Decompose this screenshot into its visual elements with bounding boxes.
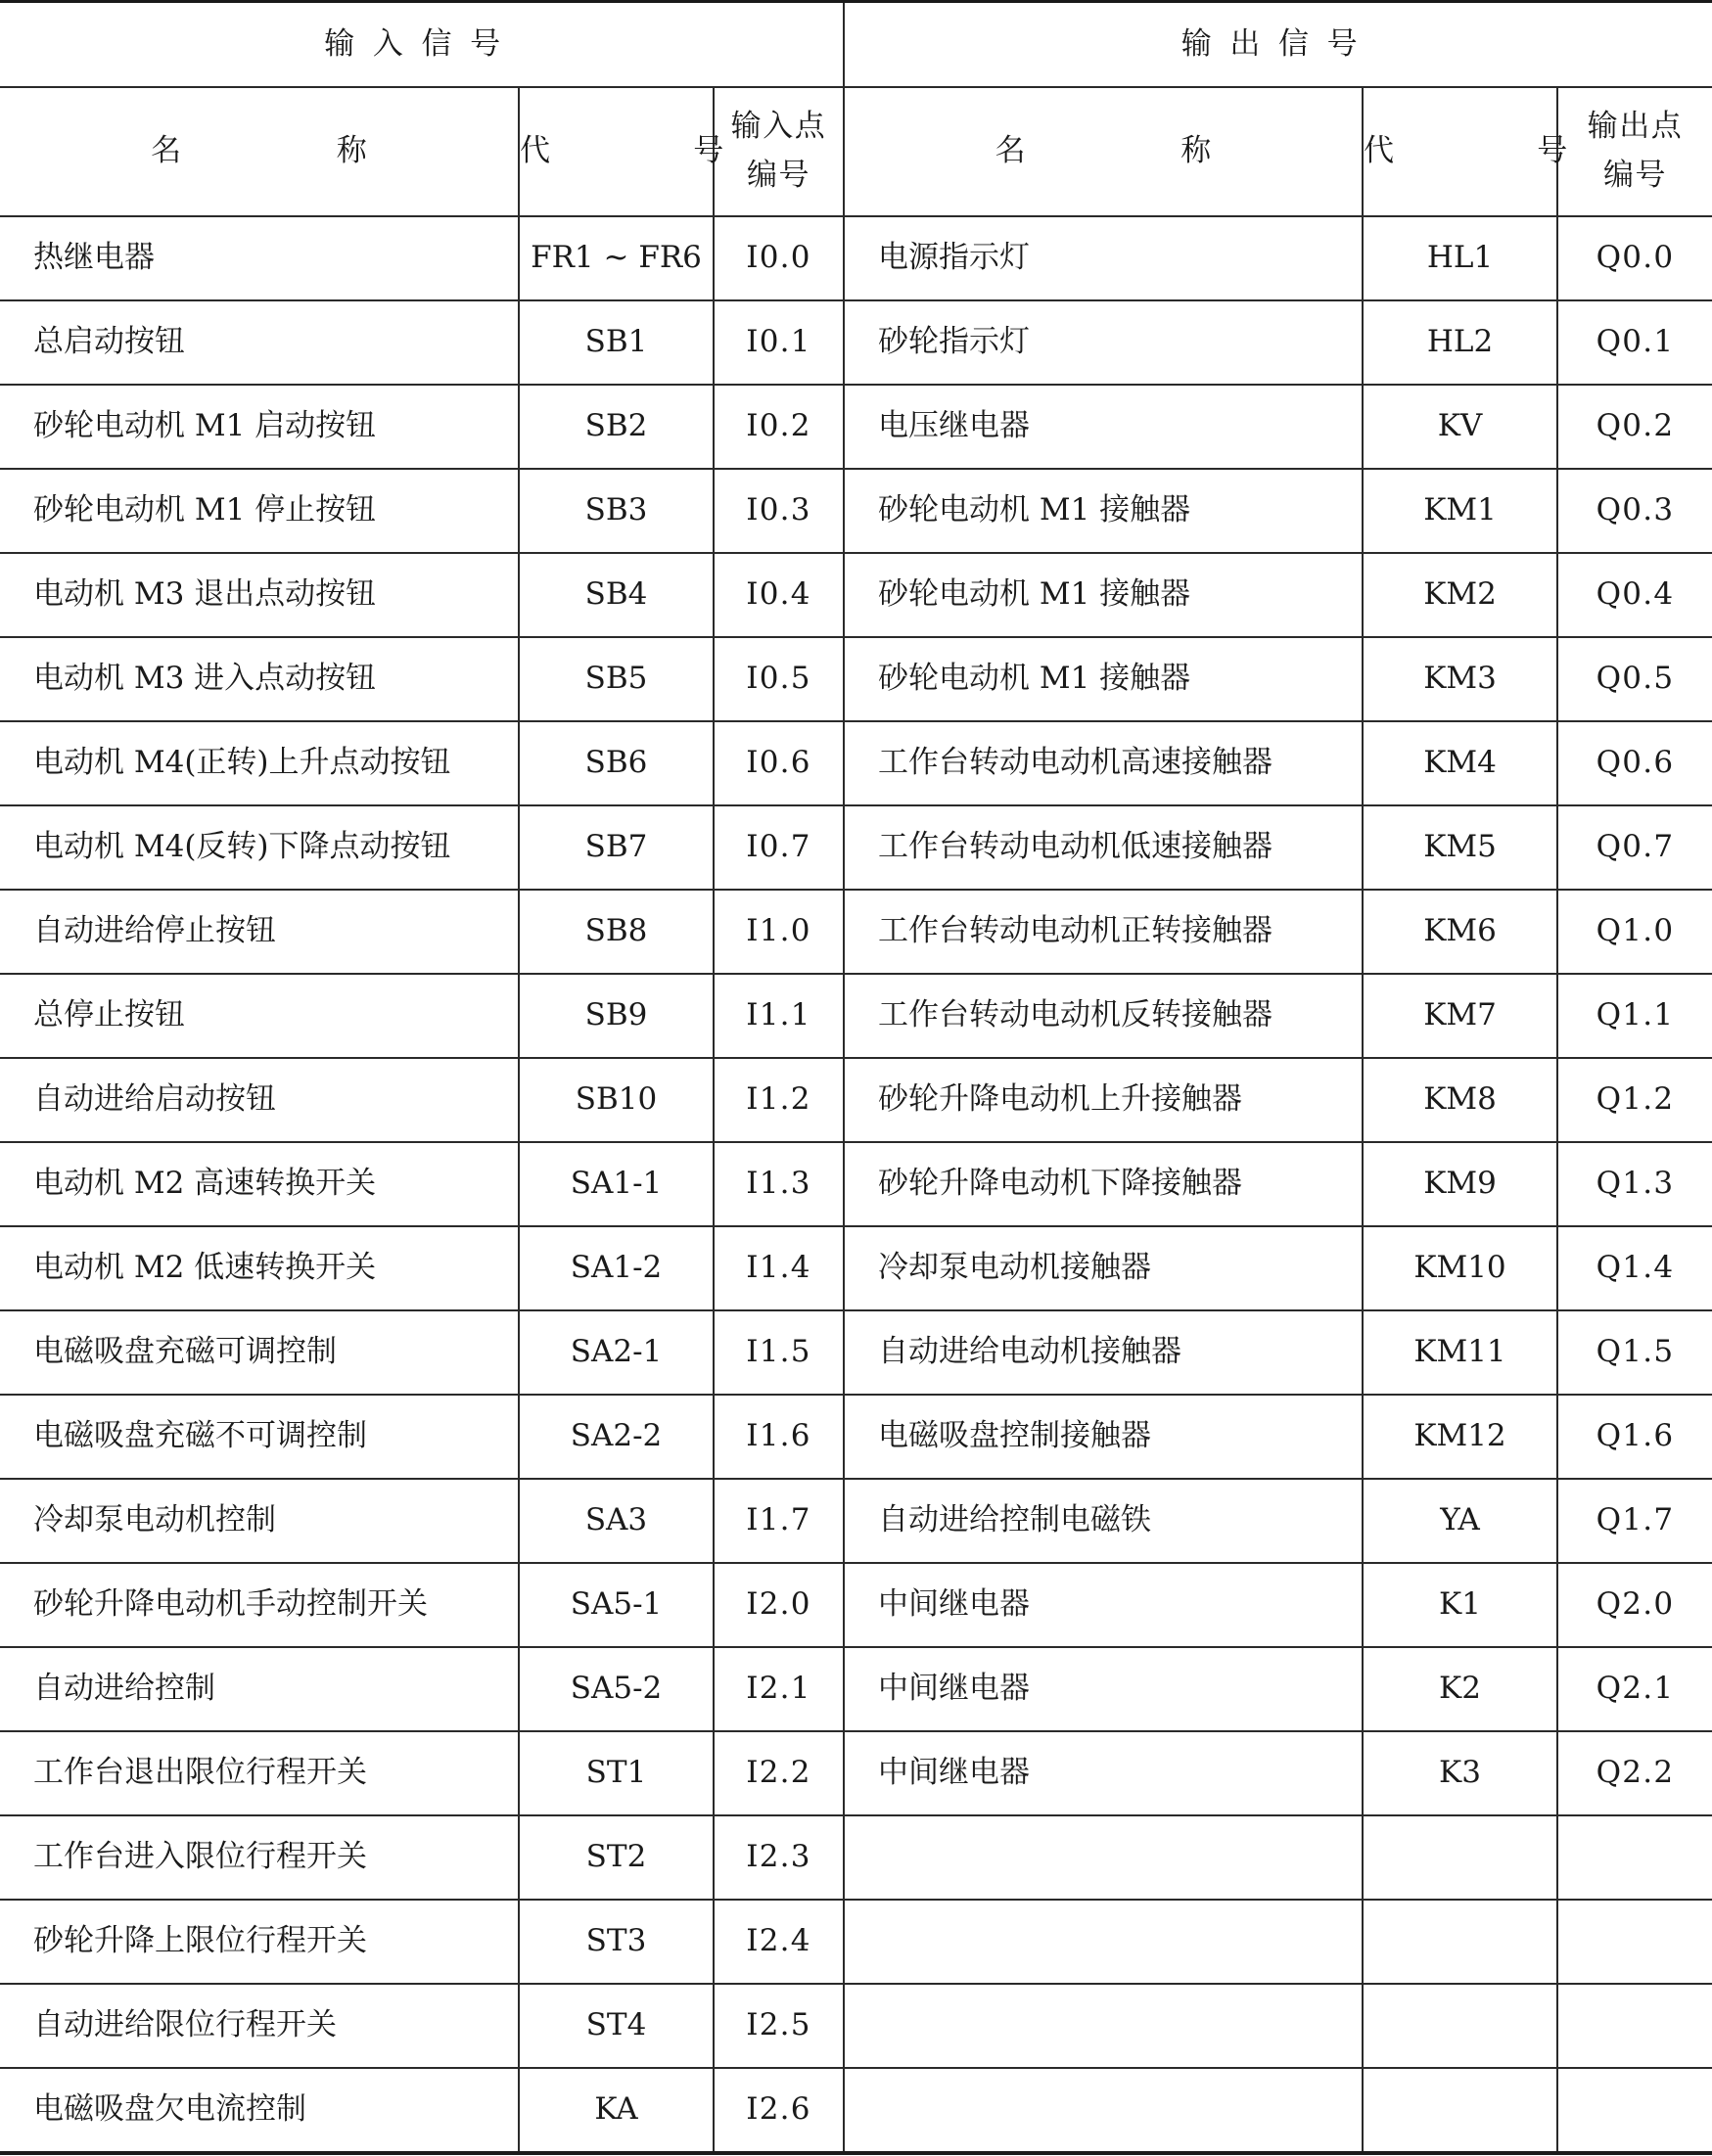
output-name-cell: 工作台转动电动机低速接触器 xyxy=(844,805,1363,890)
input-code-cell: FR1 ~ FR6 xyxy=(519,216,714,300)
output-code-cell: KM4 xyxy=(1363,721,1557,805)
input-name-cell: 自动进给限位行程开关 xyxy=(0,1984,519,2068)
input-address-cell: I2.5 xyxy=(714,1984,844,2068)
input-code-cell: ST4 xyxy=(519,1984,714,2068)
output-name-cell: 中间继电器 xyxy=(844,1731,1363,1815)
input-code-cell: SB10 xyxy=(519,1058,714,1142)
input-address-cell: I0.5 xyxy=(714,637,844,721)
input-address-cell: I2.6 xyxy=(714,2068,844,2153)
output-code-cell: KM11 xyxy=(1363,1310,1557,1395)
input-address-cell: I1.4 xyxy=(714,1226,844,1310)
output-name-cell: 砂轮电动机 M1 接触器 xyxy=(844,637,1363,721)
input-name-cell: 工作台退出限位行程开关 xyxy=(0,1731,519,1815)
output-name-cell: 工作台转动电动机反转接触器 xyxy=(844,974,1363,1058)
output-code-cell xyxy=(1363,2068,1557,2153)
output-address-cell: Q0.1 xyxy=(1557,300,1712,385)
output-address-cell: Q1.0 xyxy=(1557,890,1712,974)
input-name-cell: 电磁吸盘充磁可调控制 xyxy=(0,1310,519,1395)
input-code-cell: SB6 xyxy=(519,721,714,805)
output-name-cell: 砂轮电动机 M1 接触器 xyxy=(844,553,1363,637)
table-row xyxy=(0,1984,1712,2068)
output-address-cell: Q0.7 xyxy=(1557,805,1712,890)
output-address-column-header: 输出点编号 xyxy=(1557,87,1712,216)
table-row xyxy=(0,1815,1712,1900)
output-address-cell: Q1.1 xyxy=(1557,974,1712,1058)
table-row xyxy=(0,1058,1712,1142)
input-address-cell: I1.0 xyxy=(714,890,844,974)
output-address-cell: Q2.2 xyxy=(1557,1731,1712,1815)
input-address-cell: I1.6 xyxy=(714,1395,844,1479)
output-name-cell: 工作台转动电动机高速接触器 xyxy=(844,721,1363,805)
output-name-cell xyxy=(844,1984,1363,2068)
table-row xyxy=(0,890,1712,974)
output-address-cell xyxy=(1557,1984,1712,2068)
output-code-cell: K2 xyxy=(1363,1647,1557,1731)
output-code-cell xyxy=(1363,1815,1557,1900)
input-address-cell: I0.2 xyxy=(714,385,844,469)
input-name-column-header: 名 称 xyxy=(0,87,519,216)
output-address-cell: Q1.5 xyxy=(1557,1310,1712,1395)
output-code-cell: HL1 xyxy=(1363,216,1557,300)
input-code-cell: ST3 xyxy=(519,1900,714,1984)
input-address-cell: I2.2 xyxy=(714,1731,844,1815)
output-address-cell: Q0.6 xyxy=(1557,721,1712,805)
output-code-cell: KM5 xyxy=(1363,805,1557,890)
input-name-cell: 总启动按钮 xyxy=(0,300,519,385)
input-address-cell: I2.3 xyxy=(714,1815,844,1900)
output-name-column-header: 名 称 xyxy=(844,87,1363,216)
output-address-cell: Q1.7 xyxy=(1557,1479,1712,1563)
output-name-cell: 自动进给电动机接触器 xyxy=(844,1310,1363,1395)
group-header-row xyxy=(0,2,1712,88)
table-row xyxy=(0,469,1712,553)
output-code-cell: YA xyxy=(1363,1479,1557,1563)
output-name-cell xyxy=(844,1815,1363,1900)
table-row xyxy=(0,721,1712,805)
table-row xyxy=(0,637,1712,721)
output-address-cell: Q2.0 xyxy=(1557,1563,1712,1647)
input-code-cell: SB2 xyxy=(519,385,714,469)
table-row xyxy=(0,1479,1712,1563)
input-name-cell: 自动进给停止按钮 xyxy=(0,890,519,974)
output-address-cell xyxy=(1557,2068,1712,2153)
output-code-cell: KV xyxy=(1363,385,1557,469)
input-code-cell: ST1 xyxy=(519,1731,714,1815)
output-code-cell xyxy=(1363,1900,1557,1984)
output-name-cell: 电源指示灯 xyxy=(844,216,1363,300)
table-row xyxy=(0,805,1712,890)
input-code-cell: SA1-2 xyxy=(519,1226,714,1310)
table-row xyxy=(0,1647,1712,1731)
output-name-cell: 砂轮升降电动机下降接触器 xyxy=(844,1142,1363,1226)
input-name-cell: 电动机 M4(反转)下降点动按钮 xyxy=(0,805,519,890)
output-code-cell xyxy=(1363,1984,1557,2068)
output-address-cell: Q1.3 xyxy=(1557,1142,1712,1226)
output-code-cell: KM6 xyxy=(1363,890,1557,974)
output-address-cell: Q0.3 xyxy=(1557,469,1712,553)
input-name-cell: 自动进给启动按钮 xyxy=(0,1058,519,1142)
output-code-cell: KM8 xyxy=(1363,1058,1557,1142)
input-address-cell: I1.1 xyxy=(714,974,844,1058)
output-code-cell: K1 xyxy=(1363,1563,1557,1647)
output-name-cell: 砂轮电动机 M1 接触器 xyxy=(844,469,1363,553)
output-address-cell: Q0.0 xyxy=(1557,216,1712,300)
table-row xyxy=(0,553,1712,637)
input-address-cell: I1.2 xyxy=(714,1058,844,1142)
input-name-cell: 冷却泵电动机控制 xyxy=(0,1479,519,1563)
output-code-cell: KM1 xyxy=(1363,469,1557,553)
output-name-cell: 砂轮升降电动机上升接触器 xyxy=(844,1058,1363,1142)
input-address-cell: I1.5 xyxy=(714,1310,844,1395)
table-row xyxy=(0,2068,1712,2153)
column-header-row xyxy=(0,87,1712,216)
output-name-cell xyxy=(844,1900,1363,1984)
output-name-cell: 冷却泵电动机接触器 xyxy=(844,1226,1363,1310)
table-row xyxy=(0,1563,1712,1647)
input-code-cell: SB9 xyxy=(519,974,714,1058)
input-code-cell: KA xyxy=(519,2068,714,2153)
input-code-column-header: 代 号 xyxy=(519,87,714,216)
input-name-cell: 电动机 M2 高速转换开关 xyxy=(0,1142,519,1226)
output-address-cell xyxy=(1557,1815,1712,1900)
output-code-cell: KM3 xyxy=(1363,637,1557,721)
output-code-column-header: 代 号 xyxy=(1363,87,1557,216)
input-address-cell: I0.0 xyxy=(714,216,844,300)
output-code-cell: HL2 xyxy=(1363,300,1557,385)
output-code-cell: KM10 xyxy=(1363,1226,1557,1310)
input-code-cell: SA3 xyxy=(519,1479,714,1563)
input-name-cell: 电动机 M4(正转)上升点动按钮 xyxy=(0,721,519,805)
input-code-cell: SA2-1 xyxy=(519,1310,714,1395)
output-code-cell: KM2 xyxy=(1363,553,1557,637)
output-address-cell: Q0.2 xyxy=(1557,385,1712,469)
input-name-cell: 热继电器 xyxy=(0,216,519,300)
table-row xyxy=(0,1395,1712,1479)
input-name-cell: 砂轮电动机 M1 启动按钮 xyxy=(0,385,519,469)
input-code-cell: SA5-2 xyxy=(519,1647,714,1731)
table-row xyxy=(0,1310,1712,1395)
output-signal-group-header: 输出信号 xyxy=(844,2,1712,88)
input-address-cell: I0.3 xyxy=(714,469,844,553)
input-code-cell: SA5-1 xyxy=(519,1563,714,1647)
table-row xyxy=(0,300,1712,385)
output-code-cell: KM9 xyxy=(1363,1142,1557,1226)
output-code-cell: KM7 xyxy=(1363,974,1557,1058)
input-address-cell: I0.6 xyxy=(714,721,844,805)
output-address-cell: Q1.2 xyxy=(1557,1058,1712,1142)
input-name-cell: 电磁吸盘充磁不可调控制 xyxy=(0,1395,519,1479)
input-name-cell: 工作台进入限位行程开关 xyxy=(0,1815,519,1900)
input-signal-group-header: 输入信号 xyxy=(0,2,844,88)
input-address-cell: I2.4 xyxy=(714,1900,844,1984)
table-row xyxy=(0,1226,1712,1310)
output-address-cell: Q0.5 xyxy=(1557,637,1712,721)
input-code-cell: SB7 xyxy=(519,805,714,890)
table-row xyxy=(0,1900,1712,1984)
output-name-cell xyxy=(844,2068,1363,2153)
output-name-cell: 电压继电器 xyxy=(844,385,1363,469)
input-code-cell: SA1-1 xyxy=(519,1142,714,1226)
output-code-cell: KM12 xyxy=(1363,1395,1557,1479)
table-row xyxy=(0,385,1712,469)
input-name-cell: 总停止按钮 xyxy=(0,974,519,1058)
input-address-cell: I1.7 xyxy=(714,1479,844,1563)
input-code-cell: SB8 xyxy=(519,890,714,974)
table-row xyxy=(0,1142,1712,1226)
input-code-cell: SA2-2 xyxy=(519,1395,714,1479)
input-address-cell: I0.4 xyxy=(714,553,844,637)
output-name-cell: 中间继电器 xyxy=(844,1563,1363,1647)
output-address-cell: Q1.6 xyxy=(1557,1395,1712,1479)
input-address-cell: I0.7 xyxy=(714,805,844,890)
table-row xyxy=(0,216,1712,300)
output-name-cell: 工作台转动电动机正转接触器 xyxy=(844,890,1363,974)
input-name-cell: 电动机 M2 低速转换开关 xyxy=(0,1226,519,1310)
output-address-cell: Q0.4 xyxy=(1557,553,1712,637)
input-code-cell: SB1 xyxy=(519,300,714,385)
input-name-cell: 电动机 M3 退出点动按钮 xyxy=(0,553,519,637)
input-address-cell: I0.1 xyxy=(714,300,844,385)
table-row xyxy=(0,974,1712,1058)
output-name-cell: 电磁吸盘控制接触器 xyxy=(844,1395,1363,1479)
output-name-cell: 中间继电器 xyxy=(844,1647,1363,1731)
input-name-cell: 砂轮升降电动机手动控制开关 xyxy=(0,1563,519,1647)
table-row xyxy=(0,1731,1712,1815)
input-address-cell: I2.1 xyxy=(714,1647,844,1731)
input-name-cell: 砂轮升降上限位行程开关 xyxy=(0,1900,519,1984)
input-code-cell: ST2 xyxy=(519,1815,714,1900)
output-address-cell: Q2.1 xyxy=(1557,1647,1712,1731)
output-address-cell xyxy=(1557,1900,1712,1984)
output-name-cell: 自动进给控制电磁铁 xyxy=(844,1479,1363,1563)
output-address-cell: Q1.4 xyxy=(1557,1226,1712,1310)
output-code-cell: K3 xyxy=(1363,1731,1557,1815)
input-name-cell: 自动进给控制 xyxy=(0,1647,519,1731)
input-address-column-header: 输入点编号 xyxy=(714,87,844,216)
output-name-cell: 砂轮指示灯 xyxy=(844,300,1363,385)
input-name-cell: 电动机 M3 进入点动按钮 xyxy=(0,637,519,721)
input-name-cell: 电磁吸盘欠电流控制 xyxy=(0,2068,519,2153)
input-code-cell: SB5 xyxy=(519,637,714,721)
input-code-cell: SB3 xyxy=(519,469,714,553)
input-address-cell: I1.3 xyxy=(714,1142,844,1226)
input-name-cell: 砂轮电动机 M1 停止按钮 xyxy=(0,469,519,553)
input-address-cell: I2.0 xyxy=(714,1563,844,1647)
input-code-cell: SB4 xyxy=(519,553,714,637)
